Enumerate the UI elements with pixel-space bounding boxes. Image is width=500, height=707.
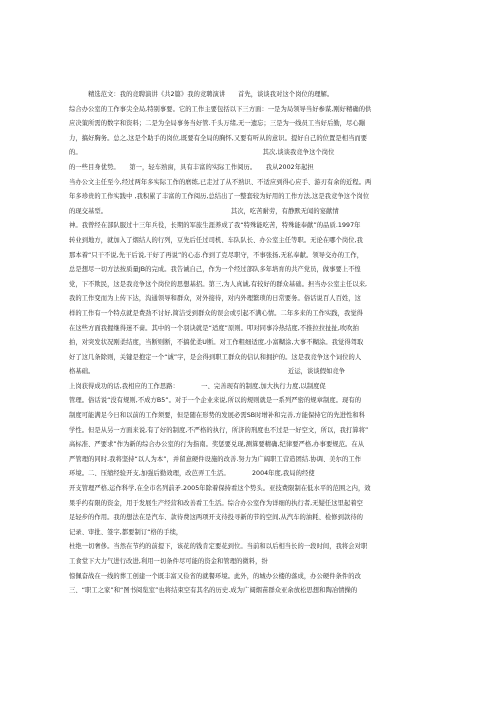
text-line: 样的工作有一个特点就是费劲不讨好,简洁受到群众的误会或引起不满心情。二年多来的工作实践，我觉得 bbox=[69, 309, 364, 317]
text-line: 力，搞好胸务。总之,这是个助手的岗位,既要有全局的胸怀,又要有听从的意识。提好自己的位置是相当而要 bbox=[69, 134, 368, 142]
text-line: 那本着“只干不说,先干后说,干好了再说”的心态.作到了克尽职守，不事张扬,无私奉献。领导交办的工作， bbox=[69, 251, 364, 259]
text-line: 精选范文：我的竞聘演讲《共2篇》我的竞聘演讲 首先，谈谈我对这个岗位的理解。 bbox=[88, 91, 334, 98]
text-line: 杜绝一切奢侈。当然在节约的前提下，该花的钱肯定要花到位。当前和以后相当长的一段时间，我将会对职 bbox=[69, 543, 368, 551]
text-line: 的现交基型。 其次，吃苦耐劳，有静默无闻的宴献情 bbox=[69, 207, 339, 215]
text-line: 严管理的同时.我将坚持“以人为本”，并留意硬件设施的改善.努力为广阔职工营造团结.协调、美尔的工作 bbox=[69, 455, 362, 463]
text-line: 综合办公室的工作事尖全局,特别事要。它的工作主要包括以下三方面：一是为局领导当好参谋,刚好精确的供 bbox=[69, 105, 372, 113]
text-line: 上岗获得成功的话,我相应的工作思路： 一、完善现有的制度,加大执行力度,以制度促 bbox=[69, 382, 326, 390]
text-line: 开支管理严格,运作科学,在全市名列前矛.2005年除着保持看这个势头。亚技费限制在低水平的范围之内，效 bbox=[69, 485, 371, 493]
text-line: 高标准、严要求”作为新的综合办公室的行为指南。奖惩要兑现,测算要精确,纪律要严格,办事要规范。在从 bbox=[69, 441, 365, 449]
text-line: 当办公文主任至今,经过两年多实际工作的磨练,已走过了从不熟识、不适应到得心应手、游刃有余的近程。两 bbox=[69, 178, 372, 186]
text-line: 我的工作变而为上传下达，沟通领导和群众，对外接待，对内外理繁琐的日常要务。俗话说百人百姓，这 bbox=[69, 295, 361, 303]
text-line: 拍，对突发状况刚柔结度，当断则断，不搞优柔U断。对工作粗细适度,小富糊涂,大事不糊涂。我觉得驾取 bbox=[69, 339, 364, 347]
text-line: 足轻步的作用。我的想法在是汽车、款待费这两项开支待投寻新的节的空间,从汽车的油耗、检修到款待的 bbox=[69, 514, 364, 522]
text-line: 学性。但是从另一方面来说,有了好的制度,不严格的执行，所济的刑度也不过是一好空文，所以，我打算将” bbox=[69, 426, 369, 434]
text-line: 记录、审批、签字,都要制订“格的手续， bbox=[69, 528, 183, 536]
text-line: 管理。俗话说“没有规则,不成方B5”。对于一个企业来说,所以的规则就是一系列严密的规章制度。现有的 bbox=[69, 397, 362, 405]
document-body bbox=[69, 88, 471, 599]
text-line: 神。我曾经在部队服过十三年兵役，长期的军旅生涯养成了我“特殊能吃苦，特殊能奉献”的品质.1997年 bbox=[69, 222, 361, 230]
text-line: 工食堂下大力气进行改进,利用一切条件尽可能的资金和管理的微料，纷 bbox=[69, 558, 268, 565]
text-line: 格基础。 近运，谈谈假如竞争 bbox=[69, 368, 346, 376]
text-line: 党，下不欺民，这是我竞争这个岗位的思想基招。第三,为人真诚,有较好的群众基础。担当办公室主任以来, bbox=[69, 280, 368, 288]
text-line: 总是想尽一切方法按质量JB的完成。我告诫自己，作为一个经过部队多年培育的共产党员，做事要上不惶 bbox=[69, 266, 361, 274]
text-line: 的。 其次,谈谈我竞争这个岗位 bbox=[69, 149, 335, 157]
text-line: 果乎约有限的资金，用于发展生产经营和改善看工生活。综合办公室作为详细的执行者,无疑任这里起着空 bbox=[69, 499, 364, 507]
text-line: 的一些目身优势。 第一，轻车熟窗，具有丰富的实际工作阅历。 我从2002年起担 bbox=[69, 163, 314, 171]
text-line: 制度可能满足今日和以前的工作须要，但是随在形势的发展必需SB时增补和完善,方能保持它的先进性和科 bbox=[69, 412, 366, 420]
text-line: 好了这几条除则，关键是抱定一个“诚”字，是会得到职工群众的信认和拥护的。这是我竞争这个词位的人 bbox=[69, 353, 362, 361]
text-line: 环境。二、压缩经验开支,加强后勤效理，改芭弄工生活。 2004年度,我局的经使 bbox=[69, 470, 315, 478]
text-line: 惊佩奋战在一线的葬工创建一个既丰富又俭省的就餐环境。此外，的城办公楼的落成，办公硬件条件的改 bbox=[69, 572, 361, 580]
text-line: 应决策所需的数字和资料；二是为全局事务当好管.千头万绪,无一遗忘；三是为一线员工当好后勤，尽心蹦 bbox=[69, 120, 366, 128]
text-line: 在这些方面我握继得迷不啬。其中的一个羽诀就是“适度”原则。叩对同事冷热结度,不推拉拉扯扯,吹吹拍 bbox=[69, 324, 359, 332]
text-line: 年多珍贵的工作实践中 ,我积累了丰富的工作阅历,总结出了一整套较为好用的工作方法,这是我竞争这个岗位 bbox=[69, 193, 370, 201]
text-line: 转业到地方，就加入了烟结人的行列，豆先后任过司机、车队队长、办公室主任等职。无论在哪个岗位,我 bbox=[69, 236, 364, 244]
text-line: 三、“职工之家”和“图书阅览室”也将结束空有其名的历史.成为广阔烟苗群众亚余放松思想和陶冶情操的 bbox=[69, 587, 358, 595]
